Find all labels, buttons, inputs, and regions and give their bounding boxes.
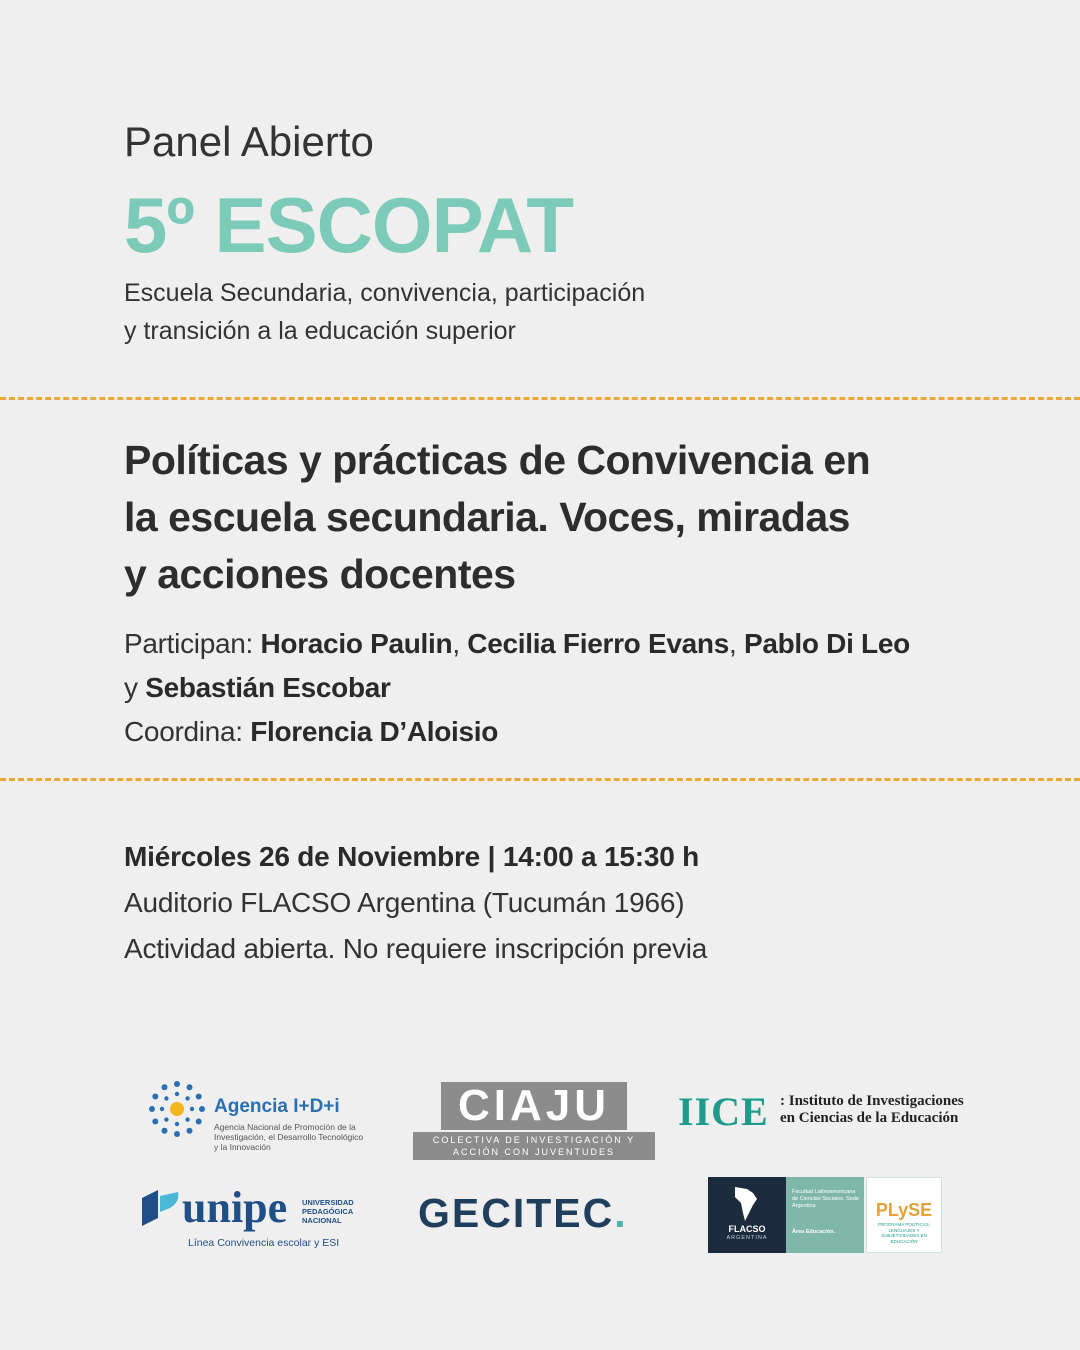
participant-name: Horacio Paulin [260, 628, 453, 659]
event-subtitle [124, 274, 645, 350]
iice-mark: IICE [678, 1089, 769, 1134]
panel-title [124, 432, 964, 603]
subtitle-line: y transición a la educación superior [124, 317, 516, 345]
participant-name: Cecilia Fierro Evans [467, 628, 729, 659]
plyse-description: PROGRAMA POLÍTICAS, LENGUAJES Y SUBJETIVIDADES EN EDUCACIÓN [877, 1222, 930, 1244]
separator: , [728, 628, 744, 659]
unipe-name: unipe [182, 1183, 288, 1232]
dashed-divider [0, 778, 1080, 781]
agencia-sun-icon [148, 1080, 206, 1138]
kicker-text: Panel Abierto [124, 118, 374, 165]
flacso-area: Área Educación. [792, 1229, 836, 1235]
dashed-divider [0, 397, 1080, 400]
iice-name [780, 1093, 964, 1127]
conjunction: y [124, 672, 146, 703]
event-headline: 5º ESCOPAT [124, 181, 574, 269]
agencia-logo [148, 1080, 364, 1160]
gecitec-name: GECITEC [418, 1190, 615, 1236]
agencia-description: Agencia Nacional de Promoción de la Investigación, el Desarrollo Tecnológico y la Innovación [214, 1122, 364, 1152]
participants-line [124, 622, 1024, 666]
unipe-line-text: Línea Convivencia escolar y ESI [188, 1237, 340, 1249]
unipe-university: UNIVERSIDAD PEDAGÓGICA NACIONAL [302, 1198, 354, 1225]
flacso-country: ARGENTINA [726, 1235, 768, 1241]
iice-logo [678, 1088, 988, 1132]
ciaju-logo [413, 1082, 655, 1160]
event-details [124, 834, 707, 972]
separator: , [452, 628, 468, 659]
gecitec-logo [418, 1190, 648, 1240]
gecitec-dot: . [614, 1190, 628, 1236]
plyse-name: PLySE [875, 1200, 933, 1220]
participant-name: Sebastián Escobar [145, 672, 391, 703]
event-date-time [124, 834, 707, 880]
flacso-box [708, 1177, 786, 1253]
agencia-name: Agencia I+D+i [214, 1096, 340, 1117]
coordinator-name: Florencia D’Aloisio [250, 716, 499, 747]
iice-name-line: en Ciencias de la Educación [780, 1110, 959, 1126]
unipe-emblem-icon [140, 1188, 180, 1228]
coordinator-label: Coordina: [124, 716, 251, 747]
coordinator-line [124, 710, 1024, 754]
ciaju-name: CIAJU [441, 1082, 627, 1130]
latin-america-map-icon [727, 1183, 767, 1223]
ciaju-subtitle: COLECTIVA DE INVESTIGACIÓN Y ACCIÓN CON JUVENTUDES [413, 1132, 655, 1160]
panel-title-line: la escuela secundaria. Voces, miradas [124, 494, 850, 540]
flacso-name: FLACSO [728, 1224, 766, 1234]
plyse-box [866, 1177, 942, 1253]
panel-title-line: Políticas y prácticas de Convivencia en [124, 437, 871, 483]
panel-title-line: y acciones docentes [124, 551, 516, 597]
participants-line [124, 666, 1024, 710]
date-time-text: Miércoles 26 de Noviembre | 14:00 a 15:30 h [124, 841, 700, 872]
flacso-plyse-logo [708, 1177, 942, 1253]
event-venue: Auditorio FLACSO Argentina (Tucumán 1966) [124, 887, 685, 918]
flacso-description: Facultad Latinoamericana de Ciencias Sociales. Sede Argentina [792, 1189, 859, 1209]
participants-label: Participan: [124, 628, 261, 659]
subtitle-line: Escuela Secundaria, convivencia, participación [124, 279, 646, 307]
participant-name: Pablo Di Leo [743, 628, 910, 659]
flacso-description-panel [786, 1177, 864, 1253]
iice-name-line: : Instituto de Investigaciones [780, 1093, 964, 1109]
unipe-logo [140, 1183, 370, 1252]
event-note: Actividad abierta. No requiere inscripción previa [124, 933, 708, 964]
participants-block [124, 622, 1024, 754]
